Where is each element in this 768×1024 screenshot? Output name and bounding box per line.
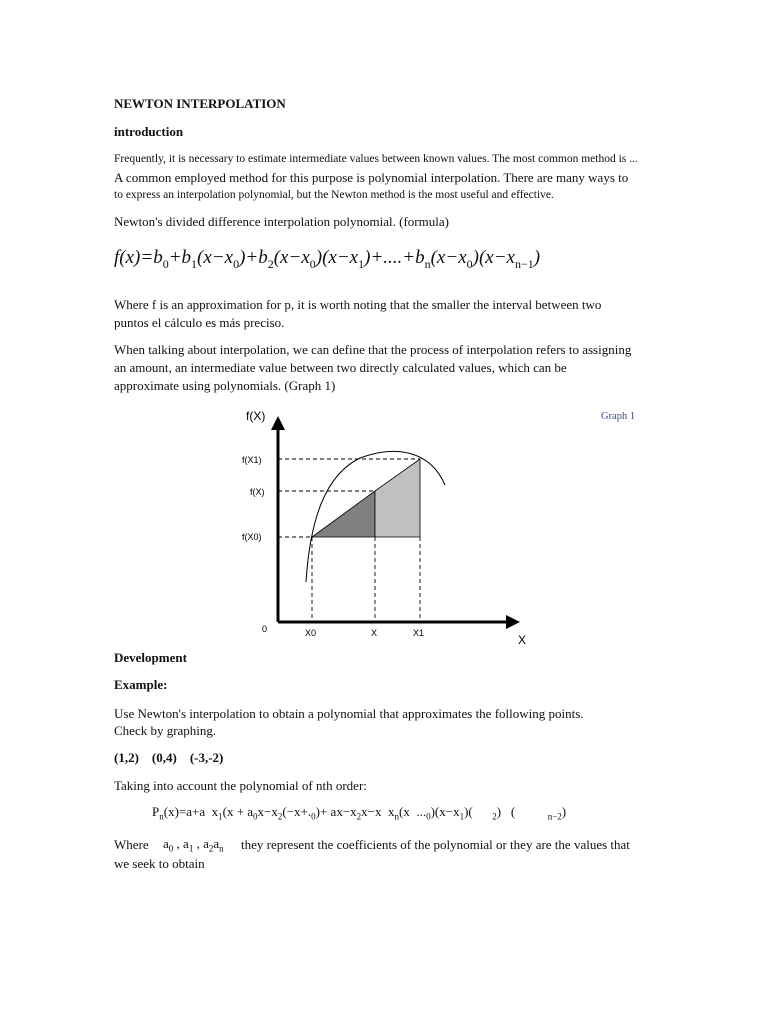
page-title: NEWTON INTERPOLATION [114,96,286,111]
interp-paragraph-line: an amount, an intermediate value between two directly calculated values, which can be [114,360,567,375]
y-tick-label: f(X1) [242,455,262,465]
y-axis-arrow [271,416,285,430]
x-axis-arrow [506,615,520,629]
intro-paragraph-line: A common employed method for this purpose is polynomial interpolation. There are many ways to [114,170,629,185]
dark-triangle [312,491,375,537]
example-heading: Example: [114,677,168,692]
x-tick-label: X0 [305,628,317,638]
interp-paragraph-line: approximate using polynomials. (Graph 1) [114,378,336,393]
where-paragraph-line: puntos el cálculo es más preciso. [114,315,285,330]
interp-paragraph-line: When talking about interpolation, we can define that the process of interpolation refers to assigning [114,342,632,357]
where-paragraph-line: Where f is an approximation for p, it is worth noting that the smaller the interval between two [114,297,602,312]
intro-summary: Frequently, it is necessary to estimate intermediate values between known values. The most common method is ... [114,153,638,165]
taking-line: Taking into account the polynomial of nth order: [114,778,367,793]
example-points: (1,2) (0,4) (-3,-2) [114,750,224,765]
x-tick-label: X [371,628,378,638]
newton-formula: $f(x)=b_0+b_1(x-x_0)+b_2(x-x_0)(x-x_1)+....+b_n(x-x_0)(x-x_{n-1})$ [114,247,541,271]
y-axis-label: f(X) [246,409,266,423]
development-heading: Development [114,650,187,665]
y-tick-label: f(X) [250,487,265,497]
where-coef-prefix: Where [114,837,149,852]
interpolation-graph [230,400,540,650]
example-paragraph-line: Use Newton's interpolation to obtain a polynomial that approximates the following points. [114,706,584,721]
formula-caption: Newton's divided difference interpolation polynomial. (formula) [114,214,449,229]
example-paragraph-line: Check by graphing. [114,723,217,738]
x-axis-label: X [518,633,527,647]
origin-label: 0 [262,624,268,634]
where-coef-line: we seek to obtain [114,856,205,871]
light-triangle [375,459,420,537]
y-tick-label: f(X0) [242,532,262,542]
intro-paragraph-line: to express an interpolation polynomial, but the Newton method is the most useful and effective. [114,189,554,201]
where-coef-suffix: they represent the coefficients of the polynomial or they are the values that [241,837,630,852]
coefficients-list: $a_0$ , $a_1$ , $a_2a_n$ [163,836,224,854]
intro-heading: introduction [114,124,184,139]
pn-formula: $P_n(x)=a+a$ $x_1(x + a_0x-x_2(-x+._0)+ ax-x_2x-x$ $x_n(x$ $..._0)(x-x_1)$( $_2$) ( $_{n-2}$) [152,804,567,822]
x-tick-label: X1 [413,628,425,638]
graph-caption: Graph 1 [601,411,636,422]
